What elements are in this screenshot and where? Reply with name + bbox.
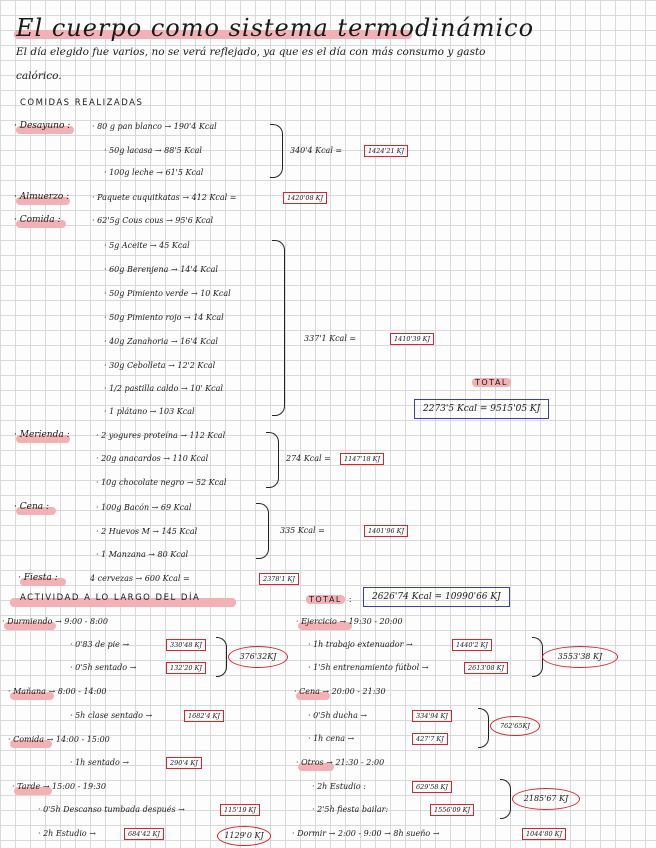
durmiendo-sub-1-kj: 330'48 KJ: [166, 639, 206, 651]
otros-row: · Otros → 21:30 - 2:00: [296, 758, 385, 767]
durmiendo-sub-2-kj: 132'20 KJ: [166, 662, 206, 674]
otros-brace: [500, 779, 511, 819]
tarde-row: · Tarde → 15:00 - 19:30: [12, 782, 106, 791]
manana-kj: 1682'4 KJ: [184, 710, 224, 722]
merienda-item-3: · 10g chocolate negro → 52 Kcal: [96, 478, 227, 487]
fiesta-kj: 2378'1 KJ: [259, 573, 299, 585]
cena-act-oval: 762'65KJ: [490, 716, 540, 736]
total-actividad-box: 2626'74 Kcal = 10990'66 KJ: [363, 587, 510, 607]
dormir-kj: 1044'80 KJ: [522, 828, 566, 840]
merienda-sum: 274 Kcal =: [286, 454, 331, 463]
comida-item: · 50g Pimiento rojo → 14 Kcal: [104, 313, 224, 322]
cena-kj: 1401'96 KJ: [364, 525, 408, 537]
actividad-heading: ACTIVIDAD A LO LARGO DEL DÍA: [20, 593, 201, 603]
tarde-sub-2-kj: 684'42 KJ: [124, 828, 164, 840]
intro-line-1: El día elegido fue varios, no se verá reflejado, ya que es el día con más consumo y gasto: [16, 46, 486, 58]
comida-first-item: · 62'5g Cous cous → 95'6 Kcal: [92, 216, 214, 225]
durmiendo-sub-2: · 0'5h sentado →: [70, 663, 137, 672]
comida-act-row: · Comida → 14:00 - 15:00: [8, 735, 110, 744]
comida-brace: [272, 240, 285, 416]
ejercicio-row: · Ejercicio → 19:30 - 20:00: [296, 617, 403, 626]
ejercicio-sub-2-kj: 2613'08 KJ: [464, 662, 508, 674]
tarde-sub-1: · 0'5h Descanso tumbada después →: [38, 805, 185, 814]
ejercicio-sub-2: · 1'5h entrenamiento fútbol →: [308, 663, 429, 672]
desayuno-kj: 1424'21 KJ: [364, 145, 408, 157]
cena-item-1: · 100g Bacón → 69 Kcal: [96, 503, 192, 512]
comida-act-sub: · 1h sentado →: [70, 758, 130, 767]
total-comidas-label: TOTAL: [472, 378, 511, 387]
comida-act-kj: 290'4 KJ: [166, 757, 202, 769]
cena-act-sub-2-kj: 427'7 KJ: [412, 733, 448, 745]
cena-brace: [256, 503, 269, 559]
otros-sub-1-kj: 629'58 KJ: [412, 781, 452, 793]
comidas-heading: COMIDAS REALIZADAS: [20, 98, 144, 108]
cena-item-2: · 2 Huevos M → 145 Kcal: [96, 527, 198, 536]
manana-sub: · 5h clase sentado →: [70, 711, 153, 720]
otros-sub-2-kj: 1556'09 KJ: [430, 804, 474, 816]
intro-line-2: calórico.: [16, 70, 62, 82]
durmiendo-brace: [216, 637, 227, 677]
desayuno-item-3: · 100g leche → 61'5 Kcal: [104, 168, 204, 177]
tarde-sub-1-kj: 115'19 KJ: [220, 804, 260, 816]
durmiendo-oval: 376'32KJ: [228, 646, 288, 668]
manana-row: · Mañana → 8:00 - 14:00: [8, 687, 107, 696]
almuerzo-kj: 1420'08 KJ: [283, 192, 327, 204]
cena-act-sub-1: · 0'5h ducha →: [308, 711, 368, 720]
desayuno-item-2: · 50g lacasa → 88'5 Kcal: [104, 146, 202, 155]
comida-item: · 30g Cebolleta → 12'2 Kcal: [104, 361, 216, 370]
comida-sum: 337'1 Kcal =: [304, 334, 357, 343]
otros-sub-1: · 2h Estudio :: [312, 782, 366, 791]
ejercicio-sub-1-kj: 1440'2 KJ: [452, 639, 492, 651]
cena-act-brace: [478, 708, 489, 748]
tarde-sub-2: · 2h Estudio →: [38, 829, 96, 838]
durmiendo-sub-1: · 0'83 de pie →: [70, 640, 130, 649]
fiesta-item: 4 cervezas → 600 Kcal =: [90, 574, 190, 583]
comida-item: · 40g Zanahoria → 16'4 Kcal: [104, 337, 218, 346]
dormir-row: · Dormir → 2:00 - 9:00 → 8h sueño →: [292, 829, 440, 838]
comida-item: · 5g Aceite → 45 Kcal: [104, 241, 190, 250]
comida-item: · 1 plátano → 103 Kcal: [104, 407, 195, 416]
desayuno-label: · Desayuno :: [14, 121, 71, 131]
comida-item: · 50g Pimiento verde → 10 Kcal: [104, 289, 231, 298]
otros-oval: 2185'67 KJ: [512, 788, 580, 810]
page-title: El cuerpo como sistema termodinámico: [16, 14, 535, 42]
tarde-oval: 1129'0 KJ: [217, 826, 271, 846]
cena-sum: 335 Kcal =: [280, 526, 325, 535]
merienda-item-1: · 2 yogures proteína → 112 Kcal: [96, 431, 226, 440]
desayuno-sum: 340'4 Kcal =: [290, 146, 343, 155]
comida-item: · 60g Berenjena → 14'4 Kcal: [104, 265, 218, 274]
almuerzo-item: · Paquete cuquitkatas → 412 Kcal =: [92, 193, 237, 202]
merienda-label: · Merienda :: [14, 430, 70, 440]
cena-act-sub-1-kj: 334'94 KJ: [412, 710, 452, 722]
desayuno-brace: [270, 124, 283, 178]
almuerzo-label: · Almuerzo :: [14, 192, 70, 202]
cena-act-sub-2: · 1h cena →: [308, 734, 355, 743]
cena-act-row: · Cena → 20:00 - 21:30: [294, 687, 386, 696]
total-comidas-box: 2273'5 Kcal = 9515'05 KJ: [414, 399, 549, 419]
fiesta-label: · Fiesta :: [18, 573, 58, 583]
otros-sub-2: · 2'5h fiesta bailar:: [312, 805, 389, 814]
ejercicio-sub-1: · 1h trabajo extenuador →: [308, 640, 413, 649]
merienda-item-2: · 20g anacardos → 110 Kcal: [96, 454, 209, 463]
total-actividad-label: TOTAL :: [306, 595, 353, 604]
merienda-kj: 1147'18 KJ: [340, 453, 384, 465]
comida-kj: 1410'39 KJ: [390, 333, 434, 345]
merienda-brace: [266, 432, 279, 488]
durmiendo-row: · Durmiendo → 9:00 - 8:00: [2, 617, 108, 626]
comida-item: · 1/2 pastilla caldo → 10' Kcal: [104, 384, 223, 393]
ejercicio-oval: 3553'38 KJ: [542, 646, 618, 668]
comida-label: · Comida :: [14, 215, 61, 225]
cena-item-3: · 1 Manzana → 80 Kcal: [96, 550, 189, 559]
desayuno-item-1: · 80 g pan blanco → 190'4 Kcal: [92, 122, 217, 131]
cena-label: · Cena :: [14, 502, 50, 512]
